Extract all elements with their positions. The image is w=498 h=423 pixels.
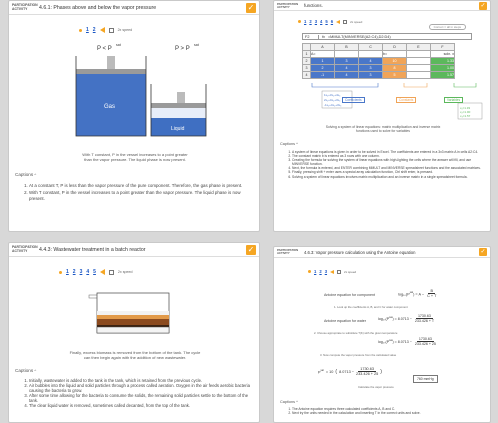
chevron-up-icon: ^ [34, 368, 37, 373]
animation-stepper [308, 269, 356, 274]
animation-stepper [59, 269, 133, 275]
completed-check-icon: ✓ [480, 2, 486, 9]
variables-label: Variables [444, 97, 463, 103]
tank-water-layer [97, 315, 169, 319]
captions-list [284, 150, 486, 179]
card-header [9, 243, 259, 257]
piston-rod-right [177, 92, 185, 104]
speed-label: 2x speed [117, 270, 133, 274]
start-dot-icon[interactable] [308, 270, 311, 273]
svg-text:1x₁+3x₂+4x₃: 1x₁+3x₂+4x₃ [324, 93, 341, 97]
tank-biomass-layer [97, 319, 169, 325]
animation-caption: With T constant, P in the vessel increases to a point greater than the vapor pressure. The liquid phase is now present. [82, 152, 188, 162]
play-back-icon[interactable] [336, 20, 340, 24]
table-row: 3 2 4 3 8 1.00 [303, 65, 455, 72]
svg-text:x₃=1.57: x₃=1.57 [460, 114, 471, 118]
caption-item: 5. Finally, pressing shift + enter uses a special array calculation function, Ctrl shift enter, is pressed. [292, 170, 486, 174]
card-title: 4.4.3: Wastewater treatment in a batch reactor [39, 246, 146, 253]
start-dot-icon[interactable] [79, 29, 82, 32]
card-title: 4.6.3: Vapor pressure calculation using the Antoine equation [304, 249, 416, 255]
svg-text:-1x₁+4x₂+3x₃: -1x₁+4x₂+3x₃ [324, 103, 342, 107]
speed-label: 2x speed [350, 19, 363, 24]
captions-toggle[interactable]: Captions ^ [15, 368, 37, 373]
caption-item: 2. Next try the units needed in the calculation and inserting T in the correct units and solve. [292, 411, 486, 415]
start-dot-icon[interactable] [298, 20, 301, 23]
caption-item: 6. Solving a system of linear equations involves matrix multiplication and an inverse matrix in a single spreadsheet formula. [292, 175, 486, 179]
tank-clear-liquid [97, 311, 169, 315]
right-pressure-label: P > P [175, 46, 190, 52]
speed-checkbox[interactable] [109, 270, 114, 275]
step-3-button[interactable]: 3 [314, 19, 318, 24]
antoine-general-equation: $\log_{10}(P^{sat}) = A$ − $\frac{B}{C + T}$ [398, 289, 437, 298]
caption-item: 2. The constant matrix b is entered as 3 rows with one column. [292, 154, 486, 158]
animation-caption: Finally, excess biomass is removed from the bottom of the tank. The cycle can then begin again with the addition of new wastewater. [69, 350, 201, 360]
step-1-button[interactable]: 1 [314, 269, 317, 274]
step3-caption: 3. Now compute the vapor pressure from the calculated value [320, 353, 397, 357]
vessel-diagram [9, 36, 260, 151]
step-2-button[interactable]: 2 [319, 269, 322, 274]
step-2-button[interactable]: 2 [309, 19, 312, 24]
step-4-button[interactable]: 4 [86, 269, 90, 275]
caption-item: 1. At a constant T, P is less than the vapor pressure of the pure component. Therefore, the gas phase is present. [29, 183, 255, 188]
completed-check-icon: ✓ [247, 244, 255, 254]
caption-item: 1. A system of linear equations is given in order to be solved in Excel. The coefficients are entered in a 3x3 matrix A in cells A2:C4. [292, 150, 486, 154]
calculate-caption: Calculate the vapor pressure [358, 385, 394, 389]
fx-icon: fx [322, 34, 325, 39]
left-pressure-label: P < P [97, 46, 112, 52]
formula-text: =MMULT(MINVERSE(A2:C4),D2:D4) [327, 34, 391, 39]
caption-item: 4. The clear liquid water is removed, sometimes called decanted, from the top of the tank. [29, 403, 255, 408]
substituted-equation: $\log_{10}(P^{sat}) = 8.0713$ − $\frac{1730.63}{233.426 + 25}$ [378, 337, 436, 346]
captions-toggle[interactable]: Captions ^ [280, 399, 298, 404]
step1-caption: 1. Look up the coefficients A, B, and C for water component [334, 305, 408, 309]
step-2-button[interactable]: 2 [72, 269, 76, 275]
table-row: 1 A= b= soln. x [303, 51, 455, 58]
participation-activity-tag: PARTICIPATION ACTIVITY [12, 2, 38, 11]
speed-label: 2x speed [344, 269, 357, 274]
piston-right [151, 103, 206, 108]
step-5-button[interactable]: 5 [325, 19, 328, 24]
figure-caption: Solving a system of linear equations: matrix multiplication and inverse matrix functions used to solve for variables [325, 125, 441, 133]
activity-card-phases [8, 0, 260, 232]
completed-check-icon: ✓ [480, 249, 486, 255]
formula-bar [302, 33, 472, 40]
activity-card-matrix [273, 0, 491, 232]
caption-item: 4. Next, the formula is entered, and ENTER combining MMULT and MINVERSE spreadsheet functions and the associated matrices. [292, 166, 486, 170]
speed-checkbox[interactable] [343, 20, 347, 24]
constants-label: Constants [396, 97, 416, 103]
spreadsheet-grid [302, 43, 455, 79]
caption-item: 2. With T constant, P in the vessel increases to a point greater than the vapor pressure. The liquid phase is now present. [29, 190, 255, 201]
step-1-button[interactable]: 1 [304, 19, 307, 24]
animation-stepper [298, 19, 362, 24]
column-header-row: A B C D E F [303, 44, 455, 51]
svg-text:sat: sat [116, 43, 121, 47]
captions-list [21, 183, 255, 201]
speed-checkbox[interactable] [337, 270, 341, 274]
speed-checkbox[interactable] [109, 28, 114, 33]
step2-caption: 2. Choose appropriate to substitute T(K) with the given temperature [314, 331, 398, 335]
caption-item: 1. Initially, wastewater is added to the tank in the tank, which is retained from the previous cycle. [29, 378, 255, 383]
antoine-water-label: Antoine equation for water [324, 319, 366, 323]
play-back-icon[interactable] [100, 27, 105, 33]
animation-stepper [79, 27, 132, 33]
caption-item: 1. The Antoine equation requires three calculated coefficients A, B and C. [292, 407, 486, 411]
step-5-button[interactable]: 5 [93, 269, 96, 275]
captions-list [284, 407, 486, 415]
batch-reactor-diagram [9, 283, 260, 343]
step-3-button[interactable]: 3 [324, 269, 328, 274]
speed-label: 2x speed [117, 28, 133, 32]
svg-text:x₁=1.33: x₁=1.33 [460, 106, 471, 110]
captions-toggle[interactable]: Captions ^ [15, 172, 37, 177]
coefficients-label: Coefficients [342, 97, 365, 103]
piston-rod-left [107, 56, 115, 70]
step-4-button[interactable]: 4 [320, 19, 323, 24]
step-3-button[interactable]: 3 [79, 269, 83, 275]
unit-result-box: 760 mmHg [413, 375, 438, 383]
play-back-icon[interactable] [100, 269, 105, 275]
participation-activity-tag: PARTICIPATION ACTIVITY [12, 244, 38, 253]
play-back-icon[interactable] [330, 270, 334, 274]
completed-check-icon: ✓ [247, 2, 255, 12]
tank-bottom-layer [97, 325, 169, 327]
start-dot-icon[interactable] [59, 271, 62, 274]
pressure-result: $P^{sat}$ = 10 ( 8.0713 − $\frac{1730.63}{233.426 + 25}$ ) [318, 367, 382, 376]
captions-list [21, 378, 255, 408]
caption-item: 3. Creating the formula for solving the system of linear equations with high-lighting the cells where the answer will fill, and use MINVERSE function. [292, 158, 486, 166]
card-title: functions. [304, 3, 323, 8]
activity-card-wastewater [8, 242, 260, 423]
svg-text:x₂=1.00: x₂=1.00 [460, 110, 471, 114]
participation-activity-tag: PARTICIPATION ACTIVITY [277, 248, 299, 255]
card-header [274, 1, 490, 11]
antoine-water-equation: $\log_{10}(P^{sat}) = 8.0713$ − $\frac{1730.63}{233.426 + T}$ [378, 314, 435, 323]
card-header [274, 247, 490, 258]
liquid-phase-label: Liquid [171, 126, 185, 132]
step-1-button[interactable]: 1 [86, 27, 89, 33]
antoine-general-label: Antoine equation for component [324, 293, 375, 297]
participation-activity-tag: PARTICIPATION ACTIVITY [277, 1, 299, 9]
caption-item: 3. After some time allowing for the bacteria to consume the solids, the remaining solid particles settle to the bottom of the tank. [29, 393, 255, 403]
activity-card-antoine [273, 246, 491, 423]
cell-reference: F2 [303, 35, 319, 39]
table-row: 2 1 3 4 10 1.33 [303, 58, 455, 65]
table-row: 4 -1 4 3 5 1.57 [303, 72, 455, 79]
chevron-up-icon: ^ [296, 399, 298, 404]
step-1-button[interactable]: 1 [66, 269, 69, 275]
gas-phase-label: Gas [104, 104, 116, 110]
step-2-button[interactable]: 2 [92, 27, 96, 33]
correct-pill: Correct = all in steps [429, 24, 466, 30]
caption-item: 2. Air bubbles into the liquid and solid particles through a process called aeration. Oxygen in the air feeds aerobic bacteria causing the bacteria to grow. [29, 383, 255, 393]
chevron-up-icon: ^ [296, 141, 298, 146]
piston-left [76, 69, 146, 74]
svg-text:2x₁+4x₂+3x₃: 2x₁+4x₂+3x₃ [324, 98, 341, 102]
result-equals: = 10 [325, 369, 334, 374]
svg-text:sat: sat [194, 43, 199, 47]
chevron-up-icon: ^ [34, 172, 37, 177]
captions-toggle[interactable]: Captions ^ [280, 141, 298, 146]
tank-base [97, 327, 169, 333]
card-header [9, 1, 259, 15]
step-6-button[interactable]: 6 [330, 19, 334, 24]
card-title: 4.6.1: Phases above and below the vapor pressure [39, 4, 157, 11]
